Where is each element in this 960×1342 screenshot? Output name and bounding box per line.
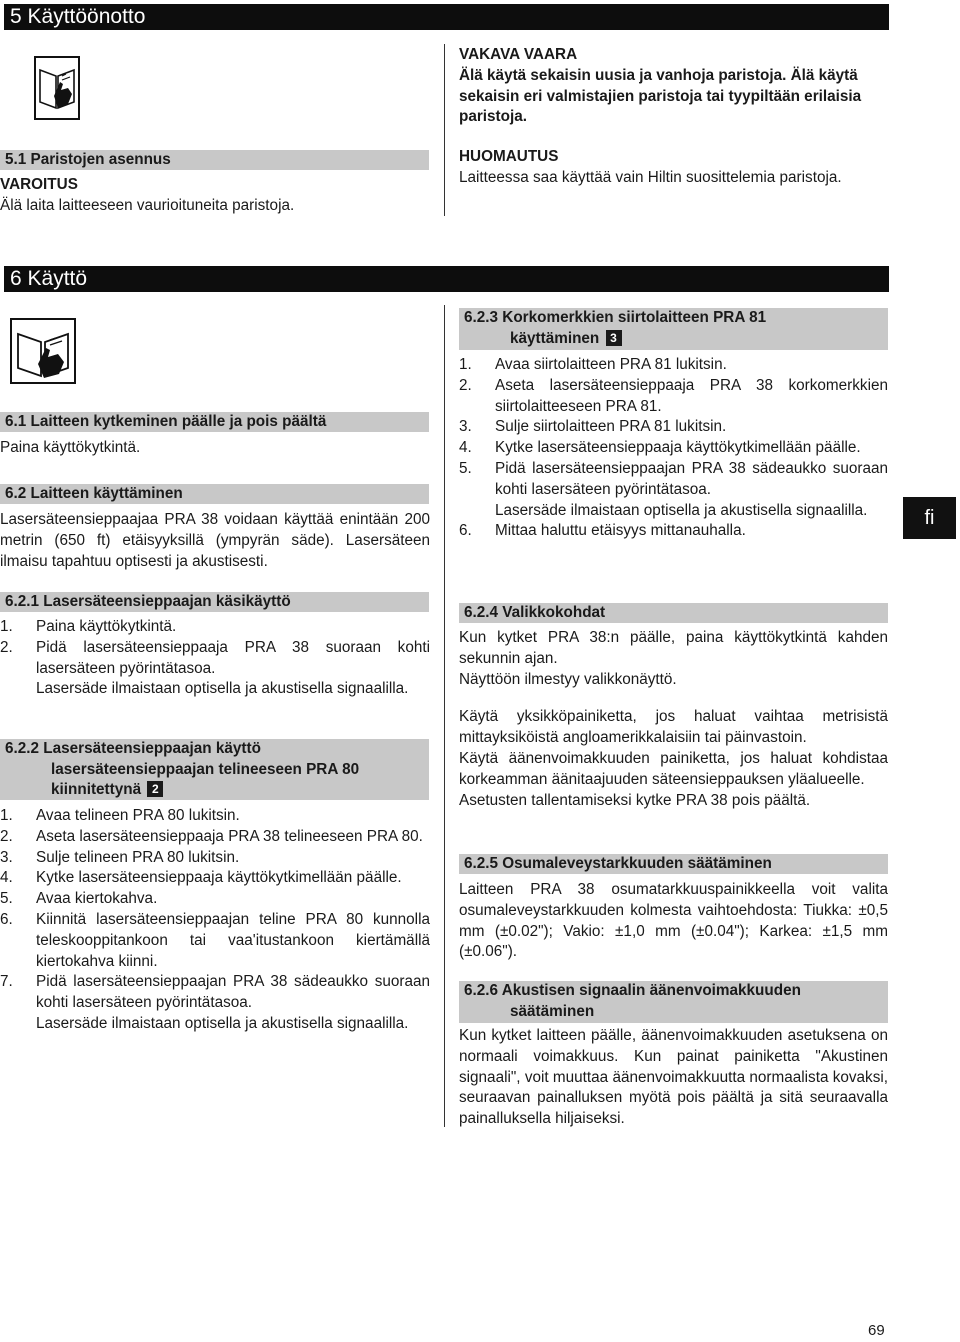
column-divider-top: [444, 44, 445, 216]
column-divider-bottom: [444, 305, 445, 1127]
list-item: [459, 355, 888, 376]
subsection-6-2-2-heading: [0, 739, 429, 800]
step-text: Sulje siirtolaitteen PRA 81 lukitsin.: [495, 418, 727, 436]
paragraph: Näyttöön ilmestyy valikkonäyttö.: [459, 670, 677, 688]
danger-label: VAKAVA VAARA: [459, 46, 578, 63]
list-item: [0, 638, 430, 680]
warning-text: Älä laita laitteeseen vaurioituneita paristoja.: [0, 196, 295, 214]
step-number: 2.: [0, 827, 13, 845]
step-number: 7.: [0, 973, 13, 991]
section-5-heading: [4, 4, 889, 30]
list-item: [0, 868, 430, 889]
steps-6-2-3: [459, 355, 888, 501]
step-text: Sulje telineen PRA 80 lukitsin.: [36, 848, 240, 866]
subsection-6-2-heading: [0, 484, 429, 504]
note-label: HUOMAUTUS: [459, 148, 559, 165]
list-item: [0, 848, 430, 869]
language-tab: fi: [903, 497, 956, 539]
subsection-6-2-3-title-line2-wrap: [464, 329, 888, 350]
step-number: 4.: [0, 869, 13, 887]
subsection-6-2-6-heading: [459, 981, 888, 1023]
danger-block: [459, 45, 889, 128]
paragraph: Käytä äänenvoimakkuuden painiketta, jos haluat kohdistaa korkeamman äänitaajuuden säteensieppauksen yläalueelle.: [459, 749, 888, 788]
list-item: [0, 806, 430, 827]
read-manual-icon: [10, 318, 76, 384]
subsection-6-2-2-title-line3: kiinnitettynä: [51, 781, 142, 798]
page-number: 69: [868, 1322, 885, 1339]
step-text: Kytke lasersäteensieppaaja käyttökytkimellään päälle.: [495, 439, 861, 457]
subsection-6-1-heading: [0, 412, 429, 432]
subsection-6-2-3-title-line1: 6.2.3 Korkomerkkien siirtolaitteen PRA 81: [464, 309, 767, 326]
list-item: [0, 827, 430, 848]
step-number: 3.: [459, 418, 472, 436]
list-item: [0, 910, 430, 972]
step-number: 2.: [459, 376, 472, 394]
list-item: [459, 417, 888, 438]
list-item: [459, 459, 888, 501]
note-block: [459, 147, 889, 189]
step-text: Pidä lasersäteensieppaaja PRA 38 suoraan kohti lasersäteen pyörintätasoa.: [36, 638, 430, 677]
subsection-6-2-4-title: 6.2.4 Valikkokohdat: [464, 604, 606, 621]
step-number: 3.: [0, 848, 13, 866]
subsection-6-1-text: Paina käyttökytkintä.: [0, 439, 141, 456]
steps-6-2-2: [0, 806, 430, 1014]
step-number: 1.: [0, 807, 13, 824]
step-note: Lasersäde ilmaistaan optisella ja akustisella signaalilla.: [495, 501, 868, 519]
section-6-title: 6 Käyttö: [10, 267, 88, 290]
paragraph: Käytä yksikköpainiketta, jos haluat vaihtaa metrisistä mittayksiköistä angloamerikkalaisiin tai päinvastoin.: [459, 708, 888, 747]
paragraph: Asetusten tallentamiseksi kytke PRA 38 pois päältä.: [459, 791, 811, 809]
danger-text: Älä käytä sekaisin uusia ja vanhoja paristoja. Älä käytä sekaisin eri valmistajien paristoja tai tyypiltään erilaisia paristoja.: [459, 66, 862, 126]
subsection-6-2-2-title-line2: lasersäteensieppaajan telineeseen PRA 80: [51, 760, 360, 778]
list-item: [459, 438, 888, 459]
subsection-6-2-4-heading: [459, 603, 888, 623]
subsection-5-1-title: 5.1 Paristojen asennus: [5, 151, 171, 168]
step-text: Pidä lasersäteensieppaajan PRA 38 sädeaukko suoraan kohti lasersäteen pyörintätasoa.: [36, 973, 430, 1012]
step-number: 1.: [0, 618, 13, 635]
note-text: Laitteessa saa käyttää vain Hiltin suosittelemia paristoja.: [459, 168, 842, 186]
warning-block: [0, 175, 430, 217]
step-number: 4.: [459, 439, 472, 457]
step-text: Avaa kiertokahva.: [36, 890, 158, 908]
subsection-6-2-2-title-line3-wrap: [5, 780, 429, 801]
subsection-6-2-6-title-line2: säätäminen: [510, 1002, 595, 1020]
figure-badge: 3: [606, 330, 622, 346]
step-number: 2.: [0, 638, 13, 656]
subsection-5-1-heading: [0, 150, 429, 170]
subsection-6-2-2-body: [0, 806, 430, 1035]
steps-6-2-1: [0, 617, 430, 679]
subsection-6-2-3-heading: [459, 308, 888, 350]
subsection-6-2-5-title: 6.2.5 Osumaleveystarkkuuden säätäminen: [464, 855, 772, 872]
step-text: Aseta lasersäteensieppaaja PRA 38 korkomerkkien siirtolaitteeseen PRA 81.: [495, 376, 888, 415]
read-manual-icon: [34, 56, 80, 120]
subsection-6-2-5-heading: [459, 854, 888, 874]
warning-label: VAROITUS: [0, 176, 78, 193]
subsection-6-2-2-title-line1: 6.2.2 Lasersäteensieppaajan käyttö: [5, 740, 261, 757]
list-item: [0, 889, 430, 910]
step-number: 5.: [459, 459, 472, 477]
step-text: Avaa telineen PRA 80 lukitsin.: [36, 807, 240, 824]
step-text: Mittaa haluttu etäisyys mittanauhalla.: [495, 522, 746, 540]
subsection-6-2-3-body: [459, 355, 888, 542]
step-text: Pidä lasersäteensieppaajan PRA 38 sädeaukko suoraan kohti lasersäteen pyörintätasoa.: [495, 459, 888, 498]
subsection-6-2-1-heading: [0, 592, 429, 612]
subsection-6-2-text: Lasersäteensieppaajaa PRA 38 voidaan käyttää enintään 200 metrin (650 ft) etäisyyksillä (ympyrän säde). Lasersäteen ilmaisu tapahtuu optisesti ja akustisesti.: [0, 511, 430, 570]
list-item: [459, 521, 888, 542]
list-item: [0, 972, 430, 1014]
subsection-6-2-1-body: [0, 617, 430, 700]
steps-6-2-3-last: [459, 521, 888, 542]
step-number: 1.: [459, 356, 472, 373]
step-text: Kytke lasersäteensieppaaja käyttökytkimellään päälle.: [36, 869, 402, 887]
subsection-6-2-6-title-line1: 6.2.6 Akustisen signaalin äänenvoimakkuuden: [464, 982, 801, 999]
section-5-title: 5 Käyttöönotto: [10, 5, 146, 28]
subsection-6-2-1-title: 6.2.1 Lasersäteensieppaajan käsikäyttö: [5, 593, 291, 610]
step-text: Aseta lasersäteensieppaaja PRA 38 telineeseen PRA 80.: [36, 827, 423, 845]
subsection-6-2-6-text: Kun kytket laitteen päälle, äänenvoimakkuuden asetuksena on normaali voimakkuus. Kun painat painiketta "Akustinen signaali", voit muuttaa äänenvoimakkuutta normaalista kovaksi, seuraavan painalluksen myötä pois päältä ja sitä seuraavalla painalluksella hiljaiseksi.: [459, 1027, 888, 1128]
step-note: Lasersäde ilmaistaan optisella ja akustisella signaalilla.: [36, 680, 409, 698]
step-number: 5.: [0, 890, 13, 908]
paragraph: Kun kytket PRA 38:n päälle, paina käyttökytkintä kahden sekunnin ajan.: [459, 629, 888, 667]
step-note: Lasersäde ilmaistaan optisella ja akustisella signaalilla.: [36, 1014, 409, 1032]
step-number: 6.: [459, 522, 472, 540]
step-text: Avaa siirtolaitteen PRA 81 lukitsin.: [495, 356, 727, 373]
step-text: Paina käyttökytkintä.: [36, 618, 177, 635]
step-text: Kiinnitä lasersäteensieppaajan teline PRA 80 kunnolla teleskooppitankoon tai vaa'itustankoon kiertämällä kiertokahva kiinni.: [36, 910, 430, 970]
subsection-6-1-title: 6.1 Laitteen kytkeminen päälle ja pois päältä: [5, 413, 327, 430]
subsection-6-2-4-body: [459, 628, 888, 811]
section-6-heading: [4, 266, 889, 292]
subsection-6-2-title: 6.2 Laitteen käyttäminen: [5, 485, 183, 502]
step-number: 6.: [0, 910, 13, 928]
list-item: [0, 617, 430, 638]
list-item: [459, 376, 888, 418]
subsection-6-2-5-text: Laitteen PRA 38 osumatarkkuuspainikkeella voit valita osumaleveystarkkuuden kolmesta vaihtoehdosta: Tiukka: ±0,5 mm (±0.02"); Vakio: ±1,0 mm (±0.04"); Karkea: ±1,5 mm (±0.06").: [459, 881, 888, 961]
subsection-6-2-3-title-line2: käyttäminen: [510, 329, 600, 347]
figure-badge: 2: [147, 781, 163, 797]
